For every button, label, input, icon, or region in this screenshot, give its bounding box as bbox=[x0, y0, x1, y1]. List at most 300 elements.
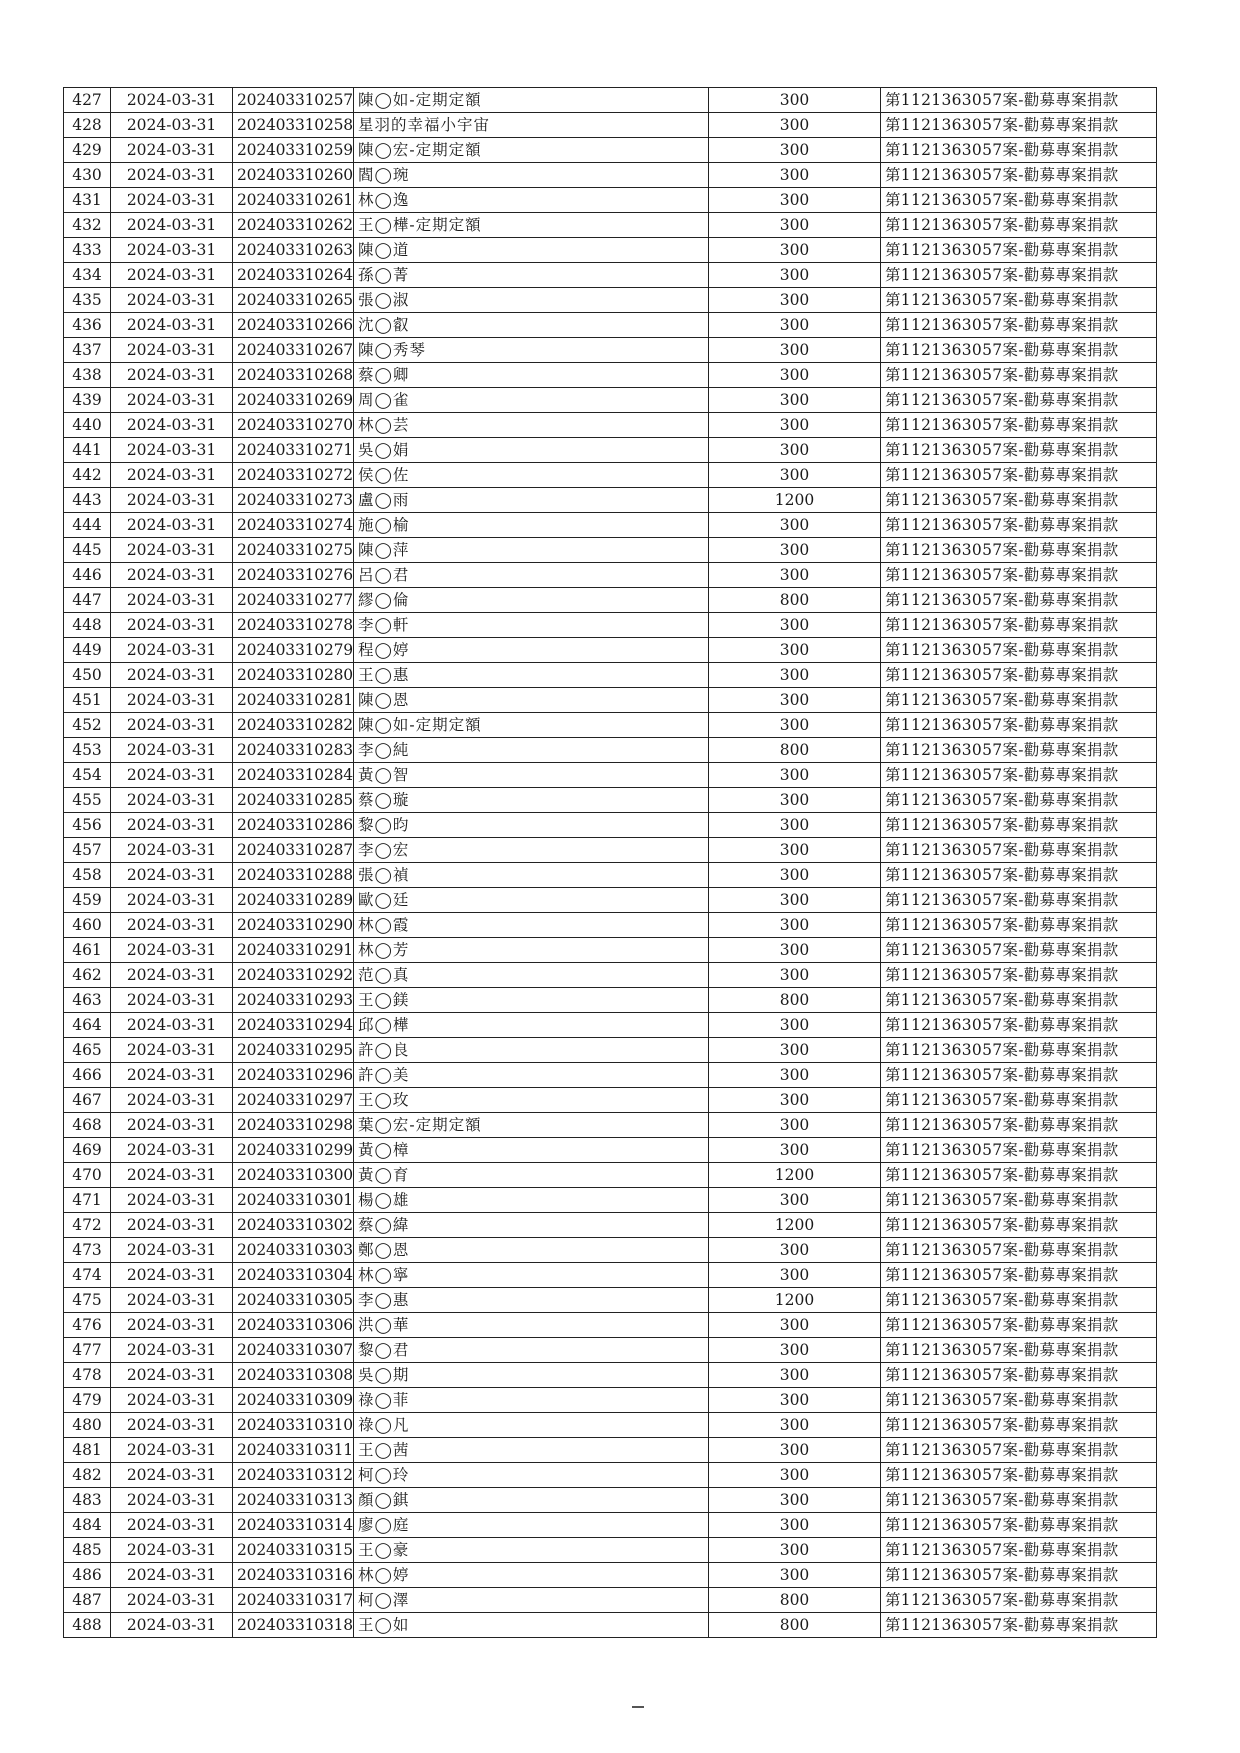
receipt-number: 202403310315 bbox=[233, 1538, 354, 1563]
donation-amount: 300 bbox=[709, 1438, 881, 1463]
donation-purpose: 第1121363057案-勸募專案捐款 bbox=[881, 1138, 1157, 1163]
table-row bbox=[64, 163, 1157, 188]
donation-date: 2024-03-31 bbox=[111, 763, 233, 788]
receipt-number: 202403310305 bbox=[233, 1288, 354, 1313]
donation-purpose: 第1121363057案-勸募專案捐款 bbox=[881, 663, 1157, 688]
receipt-number: 202403310313 bbox=[233, 1488, 354, 1513]
receipt-number: 202403310271 bbox=[233, 438, 354, 463]
table-row bbox=[64, 613, 1157, 638]
donation-date: 2024-03-31 bbox=[111, 1338, 233, 1363]
donation-date: 2024-03-31 bbox=[111, 188, 233, 213]
row-number: 462 bbox=[64, 963, 111, 988]
donation-amount: 300 bbox=[709, 938, 881, 963]
donation-date: 2024-03-31 bbox=[111, 1538, 233, 1563]
donation-purpose: 第1121363057案-勸募專案捐款 bbox=[881, 163, 1157, 188]
donation-amount: 800 bbox=[709, 738, 881, 763]
table-row bbox=[64, 1438, 1157, 1463]
donor-name: 陳◯如-定期定額 bbox=[354, 713, 709, 738]
donation-amount: 300 bbox=[709, 1263, 881, 1288]
table-row bbox=[64, 1088, 1157, 1113]
table-row bbox=[64, 263, 1157, 288]
row-number: 476 bbox=[64, 1313, 111, 1338]
table-row bbox=[64, 1113, 1157, 1138]
donation-amount: 300 bbox=[709, 613, 881, 638]
donation-date: 2024-03-31 bbox=[111, 138, 233, 163]
donation-purpose: 第1121363057案-勸募專案捐款 bbox=[881, 338, 1157, 363]
donation-amount: 300 bbox=[709, 1413, 881, 1438]
row-number: 443 bbox=[64, 488, 111, 513]
donation-purpose: 第1121363057案-勸募專案捐款 bbox=[881, 138, 1157, 163]
row-number: 472 bbox=[64, 1213, 111, 1238]
donor-name: 柯◯澤 bbox=[354, 1588, 709, 1613]
donor-name: 歐◯廷 bbox=[354, 888, 709, 913]
receipt-number: 202403310314 bbox=[233, 1513, 354, 1538]
receipt-number: 202403310301 bbox=[233, 1188, 354, 1213]
donation-purpose: 第1121363057案-勸募專案捐款 bbox=[881, 738, 1157, 763]
donation-purpose: 第1121363057案-勸募專案捐款 bbox=[881, 838, 1157, 863]
table-row bbox=[64, 1563, 1157, 1588]
receipt-number: 202403310285 bbox=[233, 788, 354, 813]
row-number: 427 bbox=[64, 88, 111, 113]
table-row bbox=[64, 1188, 1157, 1213]
row-number: 464 bbox=[64, 1013, 111, 1038]
donor-name: 林◯婷 bbox=[354, 1563, 709, 1588]
donor-name: 陳◯如-定期定額 bbox=[354, 88, 709, 113]
donation-purpose: 第1121363057案-勸募專案捐款 bbox=[881, 1213, 1157, 1238]
donation-date: 2024-03-31 bbox=[111, 1613, 233, 1638]
donor-name: 沈◯叡 bbox=[354, 313, 709, 338]
donation-date: 2024-03-31 bbox=[111, 1063, 233, 1088]
table-row bbox=[64, 1313, 1157, 1338]
donation-date: 2024-03-31 bbox=[111, 388, 233, 413]
donation-date: 2024-03-31 bbox=[111, 1263, 233, 1288]
donor-name: 施◯榆 bbox=[354, 513, 709, 538]
donation-purpose: 第1121363057案-勸募專案捐款 bbox=[881, 413, 1157, 438]
donor-name: 顏◯錤 bbox=[354, 1488, 709, 1513]
donor-name: 祿◯凡 bbox=[354, 1413, 709, 1438]
receipt-number: 202403310299 bbox=[233, 1138, 354, 1163]
row-number: 438 bbox=[64, 363, 111, 388]
donation-amount: 300 bbox=[709, 1563, 881, 1588]
donation-amount: 300 bbox=[709, 238, 881, 263]
receipt-number: 202403310286 bbox=[233, 813, 354, 838]
donation-purpose: 第1121363057案-勸募專案捐款 bbox=[881, 888, 1157, 913]
donation-purpose: 第1121363057案-勸募專案捐款 bbox=[881, 388, 1157, 413]
receipt-number: 202403310316 bbox=[233, 1563, 354, 1588]
donor-name: 王◯惠 bbox=[354, 663, 709, 688]
donation-amount: 300 bbox=[709, 1388, 881, 1413]
donor-name: 邱◯樺 bbox=[354, 1013, 709, 1038]
table-row bbox=[64, 963, 1157, 988]
donation-date: 2024-03-31 bbox=[111, 163, 233, 188]
donation-purpose: 第1121363057案-勸募專案捐款 bbox=[881, 1163, 1157, 1188]
receipt-number: 202403310283 bbox=[233, 738, 354, 763]
receipt-number: 202403310296 bbox=[233, 1063, 354, 1088]
donation-purpose: 第1121363057案-勸募專案捐款 bbox=[881, 563, 1157, 588]
table-row bbox=[64, 313, 1157, 338]
donation-date: 2024-03-31 bbox=[111, 363, 233, 388]
table-row bbox=[64, 188, 1157, 213]
table-row bbox=[64, 813, 1157, 838]
row-number: 471 bbox=[64, 1188, 111, 1213]
donation-date: 2024-03-31 bbox=[111, 488, 233, 513]
receipt-number: 202403310308 bbox=[233, 1363, 354, 1388]
donation-amount: 300 bbox=[709, 1138, 881, 1163]
donation-amount: 300 bbox=[709, 663, 881, 688]
donation-date: 2024-03-31 bbox=[111, 1163, 233, 1188]
donation-purpose: 第1121363057案-勸募專案捐款 bbox=[881, 463, 1157, 488]
donor-name: 張◯淑 bbox=[354, 288, 709, 313]
donation-purpose: 第1121363057案-勸募專案捐款 bbox=[881, 1513, 1157, 1538]
table-row bbox=[64, 338, 1157, 363]
receipt-number: 202403310259 bbox=[233, 138, 354, 163]
table-row bbox=[64, 463, 1157, 488]
donation-purpose: 第1121363057案-勸募專案捐款 bbox=[881, 1038, 1157, 1063]
donation-date: 2024-03-31 bbox=[111, 88, 233, 113]
donation-purpose: 第1121363057案-勸募專案捐款 bbox=[881, 788, 1157, 813]
row-number: 435 bbox=[64, 288, 111, 313]
donation-amount: 1200 bbox=[709, 1213, 881, 1238]
donor-name: 張◯禎 bbox=[354, 863, 709, 888]
donation-purpose: 第1121363057案-勸募專案捐款 bbox=[881, 1338, 1157, 1363]
donation-purpose: 第1121363057案-勸募專案捐款 bbox=[881, 288, 1157, 313]
donation-date: 2024-03-31 bbox=[111, 113, 233, 138]
donation-amount: 300 bbox=[709, 188, 881, 213]
table-row bbox=[64, 1388, 1157, 1413]
donation-date: 2024-03-31 bbox=[111, 1438, 233, 1463]
donation-date: 2024-03-31 bbox=[111, 513, 233, 538]
receipt-number: 202403310295 bbox=[233, 1038, 354, 1063]
receipt-number: 202403310304 bbox=[233, 1263, 354, 1288]
donation-date: 2024-03-31 bbox=[111, 1363, 233, 1388]
receipt-number: 202403310292 bbox=[233, 963, 354, 988]
donation-amount: 1200 bbox=[709, 1163, 881, 1188]
donation-amount: 300 bbox=[709, 438, 881, 463]
donation-purpose: 第1121363057案-勸募專案捐款 bbox=[881, 1188, 1157, 1213]
donation-amount: 300 bbox=[709, 1538, 881, 1563]
donation-purpose: 第1121363057案-勸募專案捐款 bbox=[881, 1588, 1157, 1613]
donation-amount: 300 bbox=[709, 313, 881, 338]
row-number: 478 bbox=[64, 1363, 111, 1388]
donation-amount: 300 bbox=[709, 138, 881, 163]
donation-date: 2024-03-31 bbox=[111, 213, 233, 238]
table-row bbox=[64, 863, 1157, 888]
donation-purpose: 第1121363057案-勸募專案捐款 bbox=[881, 1363, 1157, 1388]
donor-name: 林◯寧 bbox=[354, 1263, 709, 1288]
row-number: 442 bbox=[64, 463, 111, 488]
receipt-number: 202403310284 bbox=[233, 763, 354, 788]
receipt-number: 202403310290 bbox=[233, 913, 354, 938]
donation-date: 2024-03-31 bbox=[111, 1563, 233, 1588]
table-row bbox=[64, 113, 1157, 138]
table-row bbox=[64, 913, 1157, 938]
donation-purpose: 第1121363057案-勸募專案捐款 bbox=[881, 1488, 1157, 1513]
donor-name: 楊◯雄 bbox=[354, 1188, 709, 1213]
row-number: 449 bbox=[64, 638, 111, 663]
row-number: 440 bbox=[64, 413, 111, 438]
table-row bbox=[64, 1263, 1157, 1288]
donation-amount: 300 bbox=[709, 338, 881, 363]
row-number: 477 bbox=[64, 1338, 111, 1363]
row-number: 454 bbox=[64, 763, 111, 788]
donation-ledger-table bbox=[63, 87, 1157, 1638]
row-number: 457 bbox=[64, 838, 111, 863]
row-number: 444 bbox=[64, 513, 111, 538]
donor-name: 王◯樺-定期定額 bbox=[354, 213, 709, 238]
row-number: 460 bbox=[64, 913, 111, 938]
receipt-number: 202403310272 bbox=[233, 463, 354, 488]
donation-purpose: 第1121363057案-勸募專案捐款 bbox=[881, 1538, 1157, 1563]
row-number: 474 bbox=[64, 1263, 111, 1288]
table-row bbox=[64, 488, 1157, 513]
donation-purpose: 第1121363057案-勸募專案捐款 bbox=[881, 88, 1157, 113]
donation-amount: 300 bbox=[709, 638, 881, 663]
row-number: 448 bbox=[64, 613, 111, 638]
donation-purpose: 第1121363057案-勸募專案捐款 bbox=[881, 238, 1157, 263]
donor-name: 周◯雀 bbox=[354, 388, 709, 413]
donation-purpose: 第1121363057案-勸募專案捐款 bbox=[881, 1413, 1157, 1438]
table-row bbox=[64, 663, 1157, 688]
donor-name: 王◯豪 bbox=[354, 1538, 709, 1563]
receipt-number: 202403310294 bbox=[233, 1013, 354, 1038]
row-number: 468 bbox=[64, 1113, 111, 1138]
row-number: 433 bbox=[64, 238, 111, 263]
donor-name: 閻◯琬 bbox=[354, 163, 709, 188]
receipt-number: 202403310318 bbox=[233, 1613, 354, 1638]
donation-purpose: 第1121363057案-勸募專案捐款 bbox=[881, 1088, 1157, 1113]
row-number: 455 bbox=[64, 788, 111, 813]
receipt-number: 202403310281 bbox=[233, 688, 354, 713]
table-row bbox=[64, 1163, 1157, 1188]
donor-name: 呂◯君 bbox=[354, 563, 709, 588]
table-row bbox=[64, 1613, 1157, 1638]
receipt-number: 202403310306 bbox=[233, 1313, 354, 1338]
donation-purpose: 第1121363057案-勸募專案捐款 bbox=[881, 1063, 1157, 1088]
table-row bbox=[64, 1513, 1157, 1538]
receipt-number: 202403310270 bbox=[233, 413, 354, 438]
receipt-number: 202403310289 bbox=[233, 888, 354, 913]
row-number: 475 bbox=[64, 1288, 111, 1313]
table-row bbox=[64, 288, 1157, 313]
donor-name: 星羽的幸福小宇宙 bbox=[354, 113, 709, 138]
donor-name: 程◯婷 bbox=[354, 638, 709, 663]
donation-purpose: 第1121363057案-勸募專案捐款 bbox=[881, 438, 1157, 463]
receipt-number: 202403310288 bbox=[233, 863, 354, 888]
donation-date: 2024-03-31 bbox=[111, 338, 233, 363]
donation-date: 2024-03-31 bbox=[111, 813, 233, 838]
donation-purpose: 第1121363057案-勸募專案捐款 bbox=[881, 263, 1157, 288]
donation-date: 2024-03-31 bbox=[111, 1213, 233, 1238]
donation-amount: 300 bbox=[709, 1238, 881, 1263]
donor-name: 李◯軒 bbox=[354, 613, 709, 638]
donation-date: 2024-03-31 bbox=[111, 463, 233, 488]
receipt-number: 202403310258 bbox=[233, 113, 354, 138]
donor-name: 盧◯雨 bbox=[354, 488, 709, 513]
table-row bbox=[64, 1588, 1157, 1613]
donation-amount: 300 bbox=[709, 113, 881, 138]
receipt-number: 202403310291 bbox=[233, 938, 354, 963]
donation-amount: 300 bbox=[709, 688, 881, 713]
receipt-number: 202403310311 bbox=[233, 1438, 354, 1463]
donor-name: 陳◯秀琴 bbox=[354, 338, 709, 363]
table-row bbox=[64, 1013, 1157, 1038]
donation-purpose: 第1121363057案-勸募專案捐款 bbox=[881, 1238, 1157, 1263]
table-row bbox=[64, 988, 1157, 1013]
row-number: 484 bbox=[64, 1513, 111, 1538]
table-row bbox=[64, 413, 1157, 438]
donation-purpose: 第1121363057案-勸募專案捐款 bbox=[881, 613, 1157, 638]
donor-name: 侯◯佐 bbox=[354, 463, 709, 488]
donor-name: 王◯鎂 bbox=[354, 988, 709, 1013]
donation-amount: 300 bbox=[709, 713, 881, 738]
donation-purpose: 第1121363057案-勸募專案捐款 bbox=[881, 1013, 1157, 1038]
donation-purpose: 第1121363057案-勸募專案捐款 bbox=[881, 863, 1157, 888]
row-number: 458 bbox=[64, 863, 111, 888]
row-number: 488 bbox=[64, 1613, 111, 1638]
table-row bbox=[64, 713, 1157, 738]
table-row bbox=[64, 88, 1157, 113]
donation-amount: 300 bbox=[709, 1363, 881, 1388]
donation-date: 2024-03-31 bbox=[111, 1463, 233, 1488]
receipt-number: 202403310261 bbox=[233, 188, 354, 213]
table-row bbox=[64, 1038, 1157, 1063]
donor-name: 柯◯玲 bbox=[354, 1463, 709, 1488]
table-row bbox=[64, 1488, 1157, 1513]
table-row bbox=[64, 1538, 1157, 1563]
donation-amount: 300 bbox=[709, 888, 881, 913]
row-number: 487 bbox=[64, 1588, 111, 1613]
donor-name: 陳◯萍 bbox=[354, 538, 709, 563]
receipt-number: 202403310262 bbox=[233, 213, 354, 238]
donation-purpose: 第1121363057案-勸募專案捐款 bbox=[881, 988, 1157, 1013]
row-number: 428 bbox=[64, 113, 111, 138]
receipt-number: 202403310310 bbox=[233, 1413, 354, 1438]
donation-purpose: 第1121363057案-勸募專案捐款 bbox=[881, 913, 1157, 938]
donor-name: 蔡◯璇 bbox=[354, 788, 709, 813]
donation-date: 2024-03-31 bbox=[111, 288, 233, 313]
donor-name: 陳◯道 bbox=[354, 238, 709, 263]
receipt-number: 202403310273 bbox=[233, 488, 354, 513]
donation-amount: 300 bbox=[709, 463, 881, 488]
receipt-number: 202403310264 bbox=[233, 263, 354, 288]
donation-date: 2024-03-31 bbox=[111, 238, 233, 263]
donation-date: 2024-03-31 bbox=[111, 263, 233, 288]
receipt-number: 202403310260 bbox=[233, 163, 354, 188]
receipt-number: 202403310263 bbox=[233, 238, 354, 263]
donation-purpose: 第1121363057案-勸募專案捐款 bbox=[881, 213, 1157, 238]
receipt-number: 202403310300 bbox=[233, 1163, 354, 1188]
donor-name: 李◯純 bbox=[354, 738, 709, 763]
donation-date: 2024-03-31 bbox=[111, 313, 233, 338]
row-number: 459 bbox=[64, 888, 111, 913]
donor-name: 孫◯菁 bbox=[354, 263, 709, 288]
donation-purpose: 第1121363057案-勸募專案捐款 bbox=[881, 1313, 1157, 1338]
donation-amount: 300 bbox=[709, 88, 881, 113]
donation-ledger-page bbox=[63, 87, 1156, 1638]
donation-purpose: 第1121363057案-勸募專案捐款 bbox=[881, 1463, 1157, 1488]
donation-date: 2024-03-31 bbox=[111, 913, 233, 938]
receipt-number: 202403310274 bbox=[233, 513, 354, 538]
row-number: 467 bbox=[64, 1088, 111, 1113]
row-number: 439 bbox=[64, 388, 111, 413]
donation-date: 2024-03-31 bbox=[111, 938, 233, 963]
receipt-number: 202403310278 bbox=[233, 613, 354, 638]
donation-purpose: 第1121363057案-勸募專案捐款 bbox=[881, 713, 1157, 738]
donation-date: 2024-03-31 bbox=[111, 1038, 233, 1063]
donation-amount: 800 bbox=[709, 1613, 881, 1638]
row-number: 456 bbox=[64, 813, 111, 838]
donor-name: 王◯如 bbox=[354, 1613, 709, 1638]
row-number: 480 bbox=[64, 1413, 111, 1438]
receipt-number: 202403310297 bbox=[233, 1088, 354, 1113]
donor-name: 李◯宏 bbox=[354, 838, 709, 863]
table-row bbox=[64, 1138, 1157, 1163]
receipt-number: 202403310265 bbox=[233, 288, 354, 313]
row-number: 445 bbox=[64, 538, 111, 563]
receipt-number: 202403310293 bbox=[233, 988, 354, 1013]
row-number: 453 bbox=[64, 738, 111, 763]
donation-amount: 300 bbox=[709, 213, 881, 238]
receipt-number: 202403310277 bbox=[233, 588, 354, 613]
receipt-number: 202403310266 bbox=[233, 313, 354, 338]
donation-amount: 800 bbox=[709, 988, 881, 1013]
donation-purpose: 第1121363057案-勸募專案捐款 bbox=[881, 1613, 1157, 1638]
table-row bbox=[64, 588, 1157, 613]
table-row bbox=[64, 938, 1157, 963]
table-row bbox=[64, 1238, 1157, 1263]
table-row bbox=[64, 1063, 1157, 1088]
donor-name: 祿◯菲 bbox=[354, 1388, 709, 1413]
donation-date: 2024-03-31 bbox=[111, 713, 233, 738]
table-row bbox=[64, 563, 1157, 588]
donor-name: 蔡◯卿 bbox=[354, 363, 709, 388]
receipt-number: 202403310275 bbox=[233, 538, 354, 563]
table-row bbox=[64, 838, 1157, 863]
donation-amount: 300 bbox=[709, 1313, 881, 1338]
row-number: 463 bbox=[64, 988, 111, 1013]
donation-purpose: 第1121363057案-勸募專案捐款 bbox=[881, 313, 1157, 338]
row-number: 431 bbox=[64, 188, 111, 213]
donation-purpose: 第1121363057案-勸募專案捐款 bbox=[881, 363, 1157, 388]
donation-date: 2024-03-31 bbox=[111, 988, 233, 1013]
row-number: 469 bbox=[64, 1138, 111, 1163]
donation-amount: 800 bbox=[709, 1588, 881, 1613]
table-row bbox=[64, 213, 1157, 238]
donation-purpose: 第1121363057案-勸募專案捐款 bbox=[881, 488, 1157, 513]
table-row bbox=[64, 738, 1157, 763]
receipt-number: 202403310257 bbox=[233, 88, 354, 113]
donation-purpose: 第1121363057案-勸募專案捐款 bbox=[881, 688, 1157, 713]
table-row bbox=[64, 538, 1157, 563]
receipt-number: 202403310268 bbox=[233, 363, 354, 388]
row-number: 436 bbox=[64, 313, 111, 338]
donation-purpose: 第1121363057案-勸募專案捐款 bbox=[881, 1563, 1157, 1588]
donation-date: 2024-03-31 bbox=[111, 1113, 233, 1138]
donation-amount: 300 bbox=[709, 813, 881, 838]
donor-name: 黎◯昀 bbox=[354, 813, 709, 838]
donor-name: 黃◯育 bbox=[354, 1163, 709, 1188]
donation-amount: 800 bbox=[709, 588, 881, 613]
row-number: 482 bbox=[64, 1463, 111, 1488]
donor-name: 蔡◯緯 bbox=[354, 1213, 709, 1238]
row-number: 452 bbox=[64, 713, 111, 738]
donor-name: 王◯茜 bbox=[354, 1438, 709, 1463]
donation-date: 2024-03-31 bbox=[111, 538, 233, 563]
donor-name: 繆◯倫 bbox=[354, 588, 709, 613]
donor-name: 李◯惠 bbox=[354, 1288, 709, 1313]
donor-name: 王◯玫 bbox=[354, 1088, 709, 1113]
donation-purpose: 第1121363057案-勸募專案捐款 bbox=[881, 538, 1157, 563]
